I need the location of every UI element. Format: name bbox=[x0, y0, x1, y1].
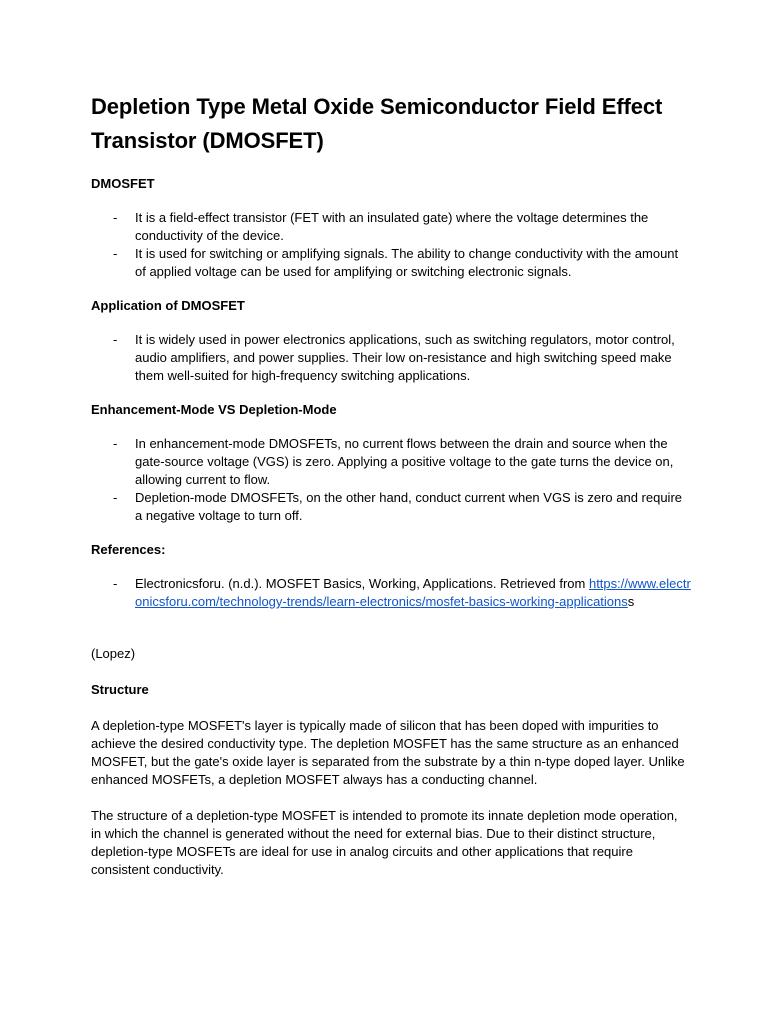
document-page bbox=[91, 90, 691, 879]
reference-text: Electronicsforu. (n.d.). MOSFET Basics, Working, Applications. Retrieved from bbox=[135, 576, 586, 591]
section-heading-modes: Enhancement-Mode VS Depletion-Mode bbox=[91, 402, 337, 417]
list-item bbox=[91, 245, 691, 281]
list-item bbox=[91, 435, 691, 489]
dmosfet-list bbox=[91, 209, 691, 281]
list-item-text: In enhancement-mode DMOSFETs, no current flows between the drain and source when the gate-source voltage (VGS) is zero. Applying a positive voltage to the gate turns the device on, allowing current to flow. bbox=[135, 436, 674, 487]
modes-list bbox=[91, 435, 691, 525]
citation: (Lopez) bbox=[91, 646, 136, 661]
list-item bbox=[91, 331, 691, 385]
section-heading-dmosfet: DMOSFET bbox=[91, 176, 155, 191]
list-item-text: It is widely used in power electronics applications, such as switching regulators, motor control, audio amplifiers, and power supplies. Their low on-resistance and high switching speed make them well-suited for high-frequency switching applications. bbox=[135, 332, 675, 383]
list-dash: - bbox=[113, 210, 118, 225]
list-dash: - bbox=[113, 490, 118, 505]
structure-paragraph: The structure of a depletion-type MOSFET is intended to promote its innate depletion mode operation, in which the channel is generated without the need for external bias. Due to their distinct structure, depletion-type MOSFETs are ideal for use in analog circuits and other applications that require consistent conductivity. bbox=[91, 808, 678, 877]
application-list bbox=[91, 331, 691, 385]
list-item bbox=[91, 575, 691, 611]
structure-paragraph: A depletion-type MOSFET's layer is typically made of silicon that has been doped with impurities to achieve the desired conductivity type. The depletion MOSFET has the same structure as an enhanced MOSFET, but the gate's oxide layer is separated from the substrate by a thin n-type doped layer. Unlike enhanced MOSFETs, a depletion MOSFET always has a conducting channel. bbox=[91, 718, 685, 787]
reference-link[interactable]: https://www.electronicsforu.com/technology-trends/learn-electronics/mosfet-basics-working-applications bbox=[135, 576, 691, 609]
list-item bbox=[91, 209, 691, 245]
list-dash: - bbox=[113, 246, 118, 261]
section-heading-references: References: bbox=[91, 542, 166, 557]
list-item-text: It is a field-effect transistor (FET with an insulated gate) where the voltage determines the conductivity of the device. bbox=[135, 210, 649, 243]
list-dash: - bbox=[113, 576, 118, 591]
list-dash: - bbox=[113, 436, 118, 451]
list-item-text: It is used for switching or amplifying signals. The ability to change conductivity with the amount of applied voltage can be used for amplifying or switching electronic signals. bbox=[135, 246, 679, 279]
list-dash: - bbox=[113, 332, 118, 347]
list-item bbox=[91, 489, 691, 525]
document-title: Depletion Type Metal Oxide Semiconductor Field Effect Transistor (DMOSFET) bbox=[91, 94, 663, 153]
section-heading-structure: Structure bbox=[91, 682, 149, 697]
list-item-text: Depletion-mode DMOSFETs, on the other hand, conduct current when VGS is zero and require a negative voltage to turn off. bbox=[135, 490, 683, 523]
references-list bbox=[91, 575, 691, 611]
reference-link-tail: s bbox=[627, 594, 635, 609]
section-heading-application: Application of DMOSFET bbox=[91, 298, 245, 313]
